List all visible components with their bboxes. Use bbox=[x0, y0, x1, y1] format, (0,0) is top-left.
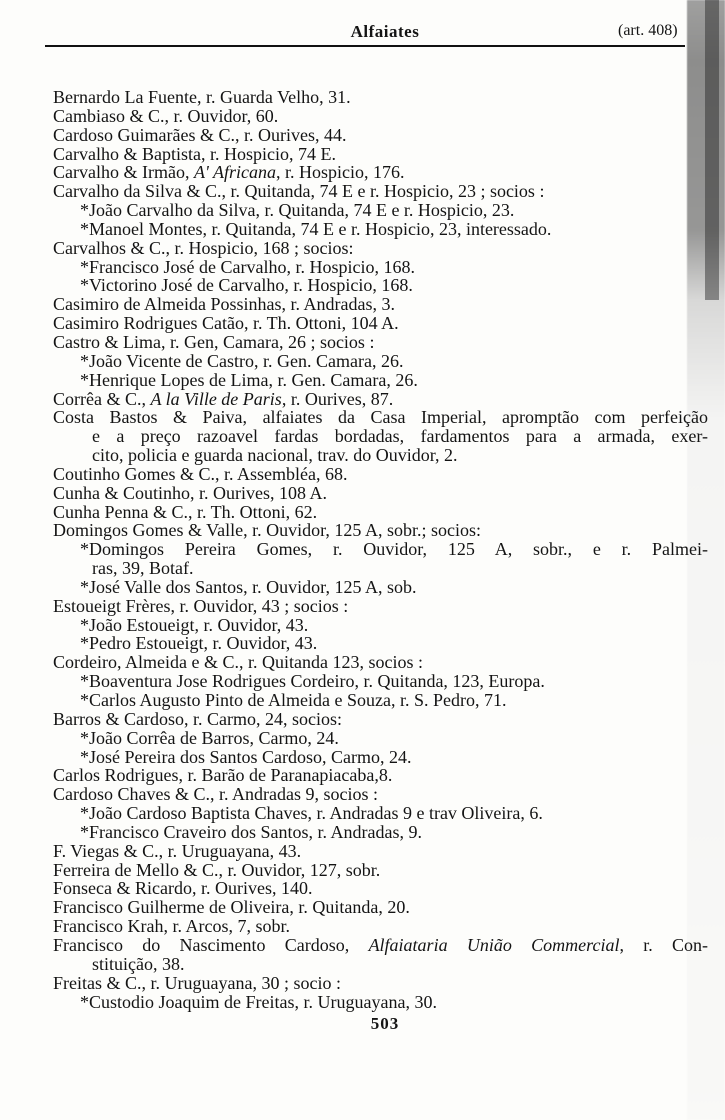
directory-listing bbox=[0, 88, 725, 1011]
entry-text: *Custodio Joaquim de Freitas, r. Uruguayana, 30. bbox=[80, 991, 437, 1012]
partner-line bbox=[0, 201, 725, 220]
entry-text: *Francisco José de Carvalho, r. Hospicio, 168. bbox=[80, 256, 415, 277]
entry-line bbox=[0, 917, 725, 936]
entry-text: ras, 39, Botaf. bbox=[92, 558, 194, 579]
entry-line bbox=[0, 521, 725, 540]
entry-line bbox=[0, 333, 725, 352]
entry-text: Francisco do Nascimento Cardoso, bbox=[53, 935, 369, 955]
partner-line bbox=[0, 220, 725, 239]
entry-text: Ferreira de Mello & C., r. Ouvidor, 127, sobr. bbox=[53, 859, 381, 880]
entry-text: Carvalho da Silva & C., r. Quitanda, 74 E e r. Hospicio, 23 ; socios : bbox=[53, 181, 545, 202]
entry-text: Cambiaso & C., r. Ouvidor, 60. bbox=[53, 105, 279, 126]
header-rule bbox=[45, 45, 685, 47]
page-title: Alfaiates bbox=[350, 22, 420, 41]
entry-text: Casimiro Rodrigues Catão, r. Th. Ottoni, 104 A. bbox=[53, 313, 399, 334]
entry-text: Coutinho Gomes & C., r. Assembléa, 68. bbox=[53, 463, 348, 484]
entry-text: Casimiro de Almeida Possinhas, r. Andradas, 3. bbox=[53, 294, 395, 315]
entry-text: *João Carvalho da Silva, r. Quitanda, 74 E e r. Hospicio, 23. bbox=[80, 200, 515, 221]
entry-text: *Francisco Craveiro dos Santos, r. Andradas, 9. bbox=[80, 821, 422, 842]
entry-text: Barros & Cardoso, r. Carmo, 24, socios: bbox=[53, 708, 342, 729]
entry-text: *Carlos Augusto Pinto de Almeida e Souza, r. S. Pedro, 71. bbox=[80, 690, 507, 710]
entry-text: e a preço razoavel fardas bordadas, fardamentos para a armada, exer- bbox=[92, 427, 708, 447]
entry-text: Bernardo La Fuente, r. Guarda Velho, 31. bbox=[53, 87, 351, 107]
continuation-line bbox=[0, 427, 708, 446]
entry-text: Freitas & C., r. Uruguayana, 30 ; socio : bbox=[53, 972, 341, 993]
partner-line bbox=[0, 748, 725, 767]
entry-line bbox=[0, 88, 725, 107]
continuation-line bbox=[0, 955, 725, 974]
entry-text: *Henrique Lopes de Lima, r. Gen. Camara, 26. bbox=[80, 369, 418, 390]
entry-line bbox=[0, 163, 725, 182]
entry-text: , r. Con- bbox=[619, 935, 708, 955]
entry-text: Carvalhos & C., r. Hospicio, 168 ; socios: bbox=[53, 237, 354, 258]
continuation-line bbox=[0, 559, 725, 578]
entry-line bbox=[0, 107, 725, 126]
partner-line bbox=[0, 691, 725, 710]
entry-line bbox=[0, 465, 725, 484]
entry-text: Cunha Penna & C., r. Th. Ottoni, 62. bbox=[53, 501, 318, 522]
entry-line bbox=[0, 898, 725, 917]
entry-text: Carvalho & Baptista, r. Hospicio, 74 E. bbox=[53, 143, 336, 164]
entry-line bbox=[0, 145, 725, 164]
entry-line bbox=[0, 785, 725, 804]
entry-line bbox=[0, 653, 725, 672]
page-number: 503 bbox=[370, 1014, 400, 1033]
entry-text: *Victorino José de Carvalho, r. Hospicio, 168. bbox=[80, 275, 413, 296]
partner-line bbox=[0, 634, 725, 653]
continuation-line bbox=[0, 446, 725, 465]
entry-line bbox=[0, 295, 725, 314]
entry-text: cito, policia e guarda nacional, trav. do Ouvidor, 2. bbox=[92, 445, 458, 466]
entry-line bbox=[0, 408, 708, 427]
partner-line bbox=[0, 540, 708, 559]
entry-text: Francisco Guilherme de Oliveira, r. Quitanda, 20. bbox=[53, 897, 410, 918]
partner-line bbox=[0, 371, 725, 390]
partner-line bbox=[0, 672, 725, 691]
article-reference: (art. 408) bbox=[618, 22, 678, 39]
entry-text: F. Viegas & C., r. Uruguayana, 43. bbox=[53, 840, 302, 861]
entry-text: Castro & Lima, r. Gen, Camara, 26 ; socios : bbox=[53, 331, 375, 352]
entry-text: *José Pereira dos Santos Cardoso, Carmo, 24. bbox=[80, 746, 412, 767]
entry-text: Domingos Gomes & Valle, r. Ouvidor, 125 A, sobr.; socios: bbox=[53, 520, 481, 541]
partner-line bbox=[0, 823, 725, 842]
entry-text: *João Estoueigt, r. Ouvidor, 43. bbox=[80, 614, 309, 635]
entry-text: *José Valle dos Santos, r. Ouvidor, 125 A, sob. bbox=[80, 576, 417, 597]
entry-line bbox=[0, 390, 725, 409]
entry-text: Carlos Rodrigues, r. Barão de Paranapiacaba,8. bbox=[53, 765, 393, 786]
entry-text: , r. Hospicio, 176. bbox=[275, 162, 405, 183]
shop-name: A la Ville de Paris bbox=[150, 388, 282, 409]
entry-text: Carvalho & Irmão, bbox=[53, 162, 194, 183]
entry-text: *Manoel Montes, r. Quitanda, 74 E e r. Hospicio, 23, interessado. bbox=[80, 218, 552, 239]
entry-line bbox=[0, 484, 725, 503]
entry-line bbox=[0, 239, 725, 258]
entry-text: *João Vicente de Castro, r. Gen. Camara, 26. bbox=[80, 350, 404, 371]
entry-line bbox=[0, 974, 725, 993]
shop-name: A' Africana bbox=[193, 162, 276, 183]
entry-text: Corrêa & C., bbox=[53, 388, 151, 409]
entry-line bbox=[0, 766, 725, 785]
entry-line bbox=[0, 879, 725, 898]
partner-line bbox=[0, 276, 725, 295]
entry-line bbox=[0, 503, 725, 522]
partner-line bbox=[0, 993, 725, 1012]
entry-line bbox=[0, 597, 725, 616]
entry-line bbox=[0, 182, 725, 201]
entry-line bbox=[0, 314, 725, 333]
entry-text: , r. Ourives, 87. bbox=[281, 388, 394, 409]
partner-line bbox=[0, 258, 725, 277]
partner-line bbox=[0, 352, 725, 371]
entry-text: Cardoso Guimarães & C., r. Ourives, 44. bbox=[53, 124, 347, 145]
entry-line bbox=[0, 126, 725, 145]
entry-text: *Pedro Estoueigt, r. Ouvidor, 43. bbox=[80, 633, 318, 654]
partner-line bbox=[0, 616, 725, 635]
entry-text: Estoueigt Frères, r. Ouvidor, 43 ; socios : bbox=[53, 595, 349, 616]
entry-line bbox=[0, 710, 725, 729]
entry-line bbox=[0, 936, 708, 955]
entry-text: Fonseca & Ricardo, r. Ourives, 140. bbox=[53, 878, 313, 899]
entry-text: Cunha & Coutinho, r. Ourives, 108 A. bbox=[53, 482, 327, 503]
entry-text: *João Corrêa de Barros, Carmo, 24. bbox=[80, 727, 339, 748]
entry-text: Cordeiro, Almeida e & C., r. Quitanda 123, socios : bbox=[53, 652, 423, 673]
entry-line bbox=[0, 842, 725, 861]
entry-text: Francisco Krah, r. Arcos, 7, sobr. bbox=[53, 916, 290, 937]
partner-line bbox=[0, 804, 725, 823]
shop-name: Alfaiataria União Commercial bbox=[368, 935, 620, 955]
entry-line bbox=[0, 861, 725, 880]
entry-text: Costa Bastos & Paiva, alfaiates da Casa Imperial, apromptão com perfeição bbox=[53, 408, 708, 428]
partner-line bbox=[0, 578, 725, 597]
entry-text: *Boaventura Jose Rodrigues Cordeiro, r. Quitanda, 123, Europa. bbox=[80, 671, 545, 692]
entry-text: *João Cardoso Baptista Chaves, r. Andradas 9 e trav Oliveira, 6. bbox=[80, 803, 543, 824]
partner-line bbox=[0, 729, 725, 748]
entry-text: Cardoso Chaves & C., r. Andradas 9, socios : bbox=[53, 784, 378, 805]
entry-text: *Domingos Pereira Gomes, r. Ouvidor, 125 A, sobr., e r. Palmei- bbox=[80, 540, 708, 560]
entry-text: stituição, 38. bbox=[92, 953, 185, 974]
